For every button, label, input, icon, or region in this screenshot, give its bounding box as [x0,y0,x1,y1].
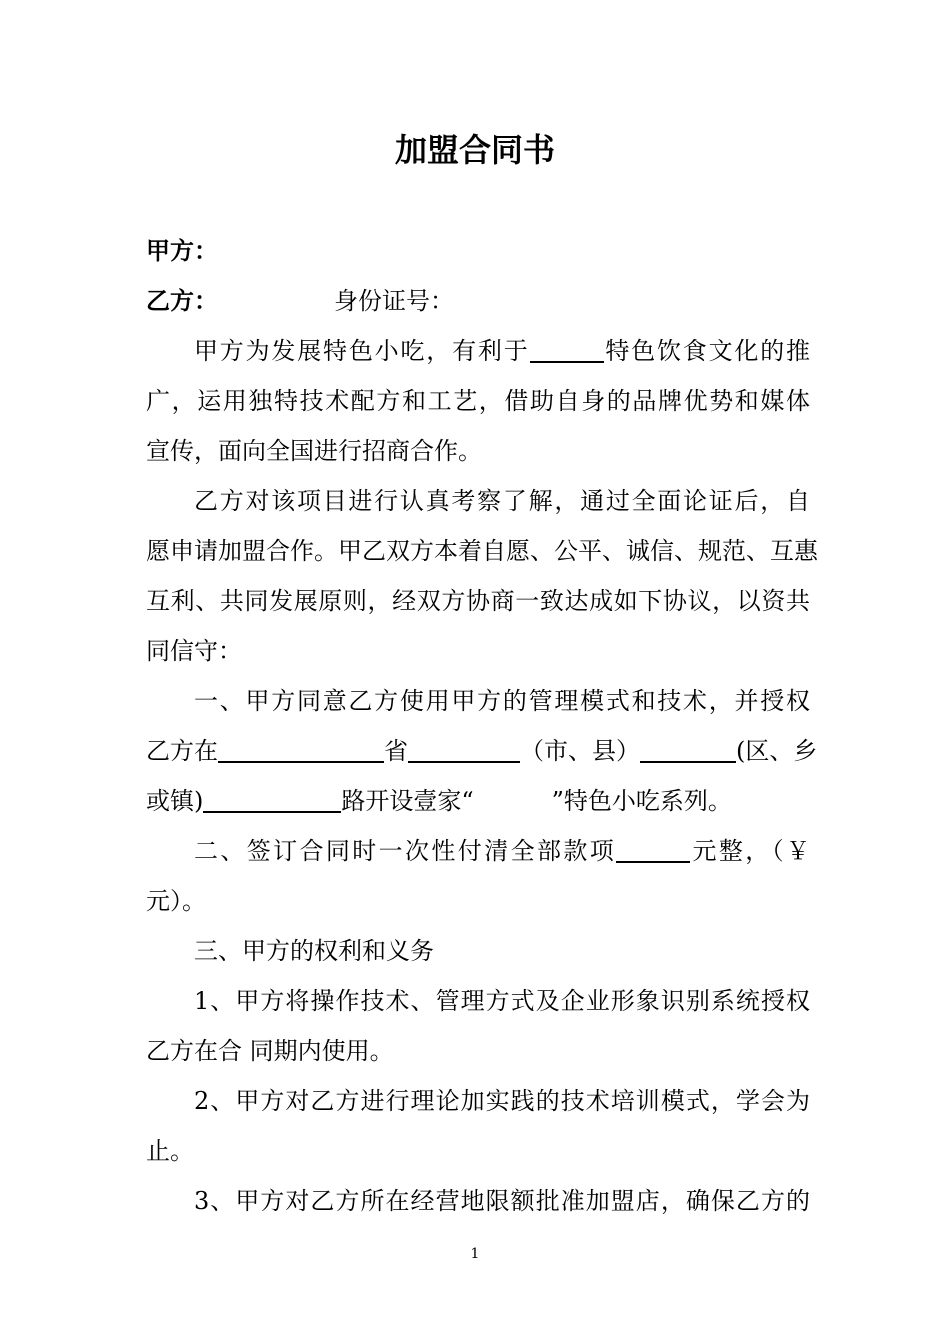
page-number: 1 [470,1246,480,1262]
paragraph-line: 愿申请加盟合作。甲乙双方本着自愿、公平、诚信、规范、互惠 [146,537,818,565]
paragraph-line: 互利、共同发展原则，经双方协商一致达成如下协议，以资共 [146,587,810,615]
paragraph-line: 甲方为发展特色小吃，有利于 特色饮食文化的推 [194,337,811,365]
paragraph-line: 乙方对该项目进行认真考察了解，通过全面论证后，自 [194,487,810,515]
blank-field [640,735,736,763]
blank-field [408,735,520,763]
paragraph-line: 宣传，面向全国进行招商合作。 [146,437,482,465]
id-number-label: 身份证号： [334,287,454,315]
paragraph-line: 广，运用独特技术配方和工艺，借助自身的品牌优势和媒体 [146,387,810,415]
item-line: 止。 [146,1137,194,1165]
item-line: 1、甲方将操作技术、管理方式及企业形象识别系统授权 [194,987,810,1015]
party-a-line [146,233,810,269]
clause-line: 乙方在 省 （市、县） (区、乡 [146,737,818,765]
blank-field [203,785,341,813]
document-title: 加盟合同书 [394,131,555,169]
clause-line: 元）。 [146,887,206,915]
party-b-label: 乙方： [146,287,218,315]
party-a-label: 甲方： [146,237,218,265]
paragraph-line: 同信守： [146,637,242,665]
party-b-line [146,283,810,319]
item-line: 3、甲方对乙方所在经营地限额批准加盟店，确保乙方的 [194,1187,810,1215]
item-line: 2、甲方对乙方进行理论加实践的技术培训模式，学会为 [194,1087,810,1115]
clause-line: 或镇) 路开设壹家“ ”特色小吃系列。 [146,787,732,815]
blank-field [530,335,604,363]
clause-line: 二、签订合同时一次性付清全部款项 元整，（￥ [194,837,811,865]
blank-field [218,735,384,763]
item-line: 乙方在合 同期内使用。 [146,1037,394,1065]
clause-heading: 三、甲方的权利和义务 [194,937,434,965]
clause-line: 一、甲方同意乙方使用甲方的管理模式和技术，并授权 [194,687,810,715]
blank-field [616,835,690,863]
